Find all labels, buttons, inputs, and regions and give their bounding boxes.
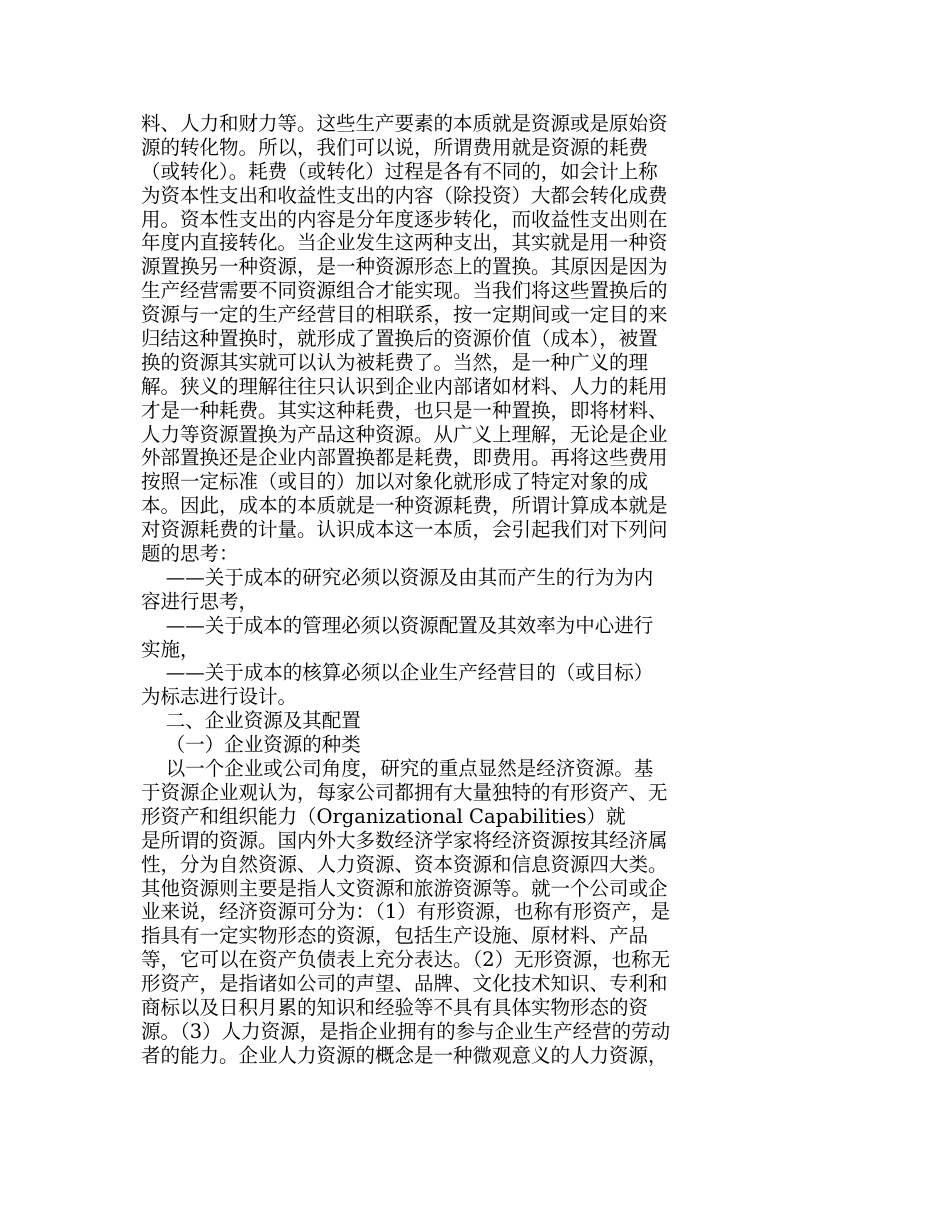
- text-line: 者的能力。企业人力资源的概念是一种微观意义的人力资源，: [141, 1043, 668, 1067]
- text-line: 商标以及日积月累的知识和经验等不具有具体实物形态的资: [141, 995, 649, 1019]
- text-line: ——关于成本的研究必须以资源及由其而产生的行为为内: [141, 565, 654, 589]
- text-line: 源的转化物。所以，我们可以说，所谓费用就是资源的耗费: [141, 135, 649, 159]
- text-line: 年度内直接转化。当企业发生这两种支出，其实就是用一种资: [141, 231, 668, 255]
- text-line: 按照一定标准（或目的）加以对象化就形成了特定对象的成: [141, 470, 649, 494]
- text-line: 对资源耗费的计量。认识成本这一本质，会引起我们对下列问: [141, 518, 668, 542]
- text-line: 是所谓的资源。国内外大多数经济学家将经济资源按其经济属: [141, 828, 668, 852]
- text-line: 形资产，是指诸如公司的声望、品牌、文化技术知识、专利和: [141, 972, 668, 996]
- text-line: 性，分为自然资源、人力资源、资本资源和信息资源四大类。: [141, 852, 668, 876]
- text-line: 源置换另一种资源，是一种资源形态上的置换。其原因是因为: [141, 255, 668, 279]
- text-line: 资源与一定的生产经营目的相联系，按一定期间或一定目的来: [141, 303, 668, 327]
- text-line: 实施，: [141, 637, 200, 661]
- text-line: ——关于成本的管理必须以资源配置及其效率为中心进行: [141, 613, 654, 637]
- text-line: （一）企业资源的种类: [141, 733, 361, 757]
- text-line: 以一个企业或公司角度，研究的重点显然是经济资源。基: [141, 757, 654, 781]
- text-line: 外部置换还是企业内部置换都是耗费，即费用。再将这些费用: [141, 446, 668, 470]
- text-line: 容进行思考，: [141, 589, 259, 613]
- text-line: 料、人力和财力等。这些生产要素的本质就是资源或是原始资: [141, 112, 668, 135]
- text-line: 归结这种置换时，就形成了置换后的资源价值（成本），被置: [141, 327, 658, 351]
- text-line: 等，它可以在资产负债表上充分表达。（2）无形资源，也称无: [141, 948, 671, 972]
- text-line: 二、企业资源及其配置: [141, 709, 361, 733]
- text-line: 本。因此，成本的本质就是一种资源耗费，所谓计算成本就是: [141, 494, 668, 518]
- text-line: 于资源企业观认为，每家公司都拥有大量独特的有形资产、无: [141, 780, 668, 804]
- text-line: 为资本性支出和收益性支出的内容（除投资）大都会转化成费: [141, 183, 668, 207]
- text-line: 指具有一定实物形态的资源，包括生产设施、原材料、产品: [141, 924, 649, 948]
- text-line: 换的资源其实就可以认为被耗费了。当然，是一种广义的理: [141, 350, 649, 374]
- text-line: 才是一种耗费。其实这种耗费，也只是一种置换，即将材料、: [141, 398, 668, 422]
- text-line: 其他资源则主要是指人文资源和旅游资源等。就一个公司或企: [141, 876, 668, 900]
- text-line: 源。（3）人力资源，是指企业拥有的参与企业生产经营的劳动: [141, 1019, 671, 1043]
- text-line: 解。狭义的理解往往只认识到企业内部诸如材料、人力的耗用: [141, 374, 668, 398]
- text-line: ——关于成本的核算必须以企业生产经营目的（或目标）: [141, 661, 654, 685]
- text-line: 业来说，经济资源可分为：（1）有形资源，也称有形资产，是: [141, 900, 671, 924]
- text-line: 生产经营需要不同资源组合才能实现。当我们将这些置换后的: [141, 279, 668, 303]
- text-line: 形资产和组织能力（Organizational Capabilities）就: [141, 804, 626, 828]
- text-line: （或转化）。耗费（或转化）过程是各有不同的，如会计上称: [141, 159, 658, 183]
- text-line: 人力等资源置换为产品这种资源。从广义上理解，无论是企业: [141, 422, 668, 446]
- text-line: 为标志进行设计。: [141, 685, 298, 709]
- text-line: 用。资本性支出的内容是分年度逐步转化，而收益性支出则在: [141, 207, 668, 231]
- text-line: 题的思考：: [141, 542, 239, 566]
- body-text: [141, 112, 741, 1068]
